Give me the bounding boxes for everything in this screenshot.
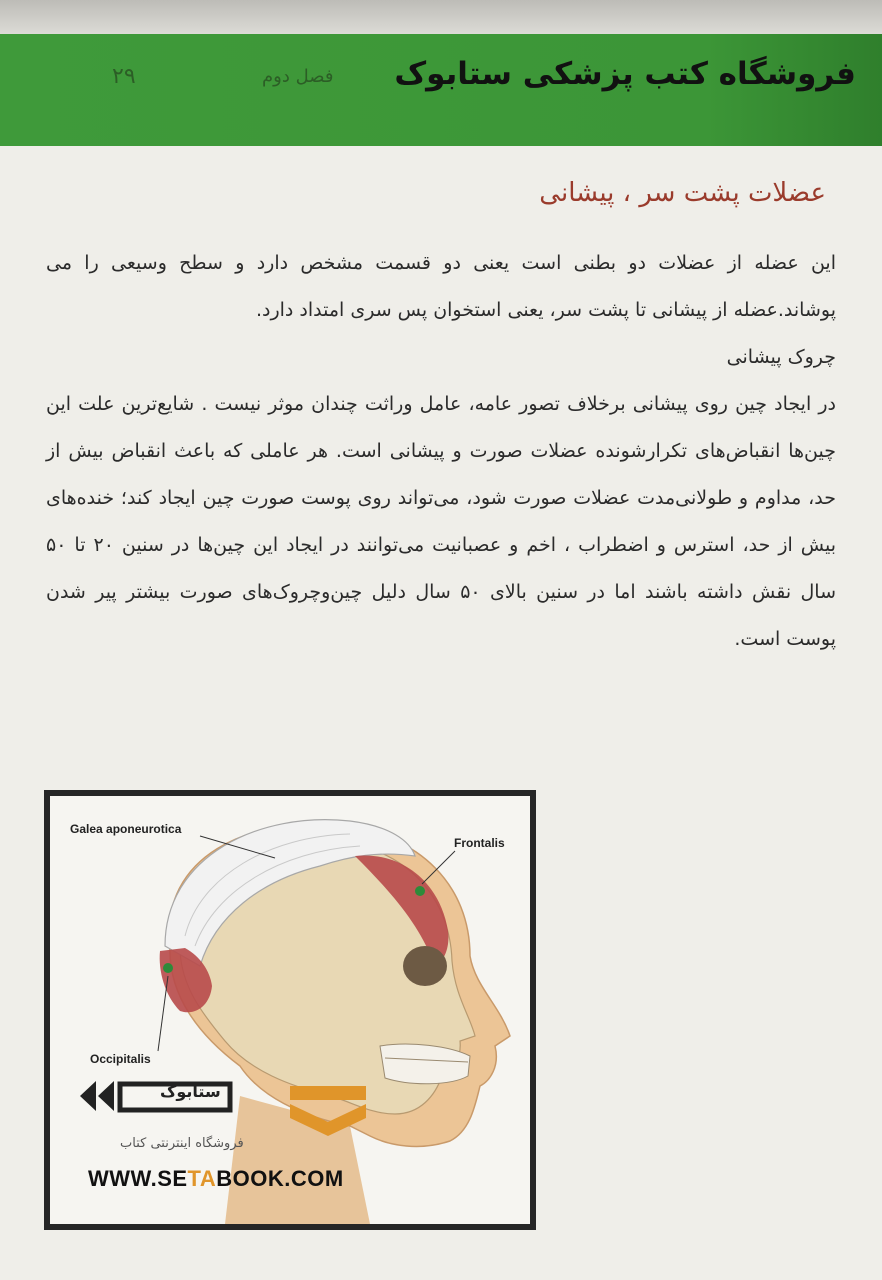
occipitalis-leader-line <box>158 976 168 1051</box>
eye-orbit-shape <box>403 946 447 986</box>
chapter-label: فصل دوم <box>262 66 334 87</box>
page-number: ۲۹ <box>112 64 136 89</box>
occipitalis-marker <box>163 963 173 973</box>
label-frontalis: Frontalis <box>454 836 505 850</box>
frontalis-marker <box>415 886 425 896</box>
subheading-forehead-wrinkles: چروک پیشانی <box>726 346 836 368</box>
label-occipitalis: Occipitalis <box>90 1052 151 1066</box>
watermark-subtitle: فروشگاه اینترنتی کتاب <box>120 1136 244 1151</box>
watermark-brand: ستابوک <box>160 1082 221 1101</box>
page-top-edge <box>0 0 882 34</box>
body-text <box>46 240 836 663</box>
head-muscle-illustration <box>50 796 530 1224</box>
section-title: عضلات پشت سر ، پیشانی <box>539 178 826 208</box>
paragraph-wrinkles: در ایجاد چین روی پیشانی برخلاف تصور عامه، عامل وراثت چندان موثر نیست . شایع‌ترین علت این چین‌ها انقباض‌های تکرارشونده عضلات صورت و پیشانی است. هر عاملی که باعث انقباض بیش از حد، مداوم و طولانی‌مدت عضلات صورت شود، می‌تواند روی پوست صورت چین ایجاد کند؛ خنده‌های بیش از حد، استرس و اضطراب ، اخم و عصبانیت می‌توانند در ایجاد این چین‌ها در سنین ۲۰ تا ۵۰ سال نقش داشته باشند اما در سنین بالای ۵۰ سال دلیل چین‌وچروک‌های صورت بیشتر پیر شدن پوست است. <box>46 393 837 650</box>
paragraph-intro: این عضله از عضلات دو بطنی است یعنی دو قسمت مشخص دارد و سطح وسیعی را می پوشاند.عضله از پیشانی تا پشت سر، یعنی استخوان پس سری امتداد دارد. <box>46 252 836 321</box>
store-title: فروشگاه کتب پزشکی ستابوک <box>394 56 856 92</box>
label-galea-aponeurotica: Galea aponeurotica <box>70 822 182 836</box>
anatomy-figure <box>44 790 536 1230</box>
watermark-url: WWW.SETABOOK.COM <box>88 1166 344 1191</box>
